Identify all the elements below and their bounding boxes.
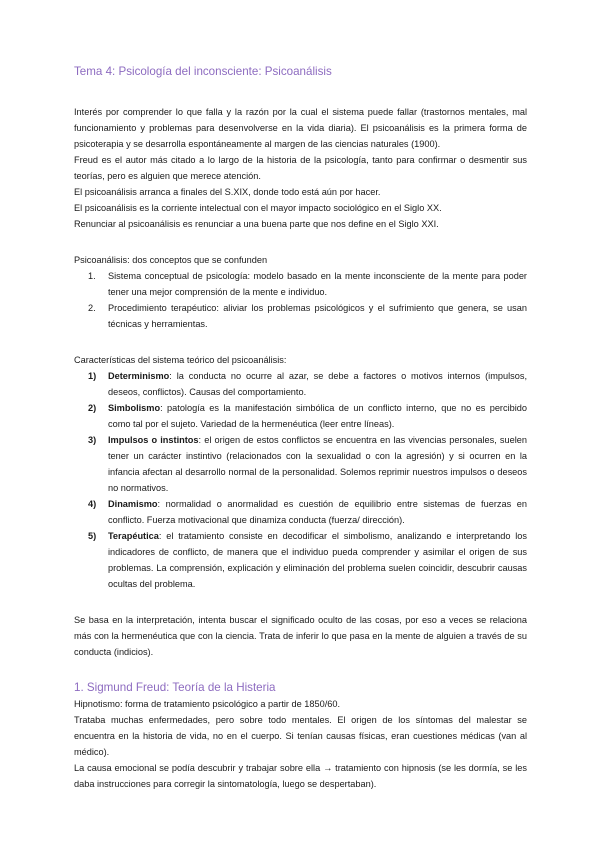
list-item bbox=[74, 496, 527, 528]
feature-term: Determinismo bbox=[108, 371, 170, 381]
section-paragraph-1: Hipnotismo: forma de tratamiento psicológico a partir de 1850/60. bbox=[74, 699, 341, 709]
section-paragraph-3: La causa emocional se podía descubrir y trabajar sobre ella → tratamiento con hipnosis (se les dormía, se les daba instrucciones para corregir la sintomatología, luego se despertaban). bbox=[74, 763, 527, 789]
section-paragraph-2: Trataba muchas enfermedades, pero sobre todo mentales. El origen de los síntomas del malestar se encuentra en la historia de vida, no en el cuerpo. Si tenían causas físicas, eran cuestiones médicas (van al médico). bbox=[74, 715, 527, 757]
list-number: 5) bbox=[88, 531, 97, 541]
list-number: 1. bbox=[88, 271, 96, 281]
document-page bbox=[74, 64, 527, 792]
list-item bbox=[74, 268, 527, 300]
feature-text: : patología es la manifestación simbólica de un conflicto interno, que no es percibido como tal por el sujeto. Variedad de la hermenéutica (leer entre líneas). bbox=[108, 403, 527, 429]
section-title: 1. Sigmund Freud: Teoría de la Histeria bbox=[74, 681, 276, 694]
feature-text: : la conducta no ocurre al azar, se debe a factores o motivos internos (impulsos, deseos, conflictos). Causas del comportamiento. bbox=[108, 371, 527, 397]
list-text: Sistema conceptual de psicología: modelo basado en la mente inconsciente de la mente para poder tener una mejor comprensión de la mente e individuo. bbox=[108, 271, 527, 297]
feature-text: : el origen de estos conflictos se encuentra en las vivencias personales, suelen tener un carácter instintivo (relacionados con la sexualidad o con la agresión) y si ocurren en la infancia afectan al desarrollo normal de la personalidad. Solemos reprimir nuestros impulsos o deseos no normativos. bbox=[108, 435, 527, 493]
features-heading: Características del sistema teórico del psicoanálisis: bbox=[74, 355, 287, 365]
page-title: Tema 4: Psicología del inconsciente: Psicoanálisis bbox=[74, 65, 332, 78]
list-number: 2) bbox=[88, 403, 97, 413]
intro-paragraph-2: Freud es el autor más citado a lo largo de la historia de la psicología, tanto para confirmar o desmentir sus teorías, pero es alguien que merece atención. bbox=[74, 155, 527, 181]
features-list bbox=[74, 368, 527, 592]
feature-term: Impulsos o instintos bbox=[108, 435, 199, 445]
list-number: 1) bbox=[88, 371, 97, 381]
list-text: Procedimiento terapéutico: aliviar los problemas psicológicos y el sufrimiento que genera, se usan técnicas y herramientas. bbox=[108, 303, 527, 329]
feature-text: : el tratamiento consiste en decodificar el simbolismo, analizando e interpretando los indicadores de conflicto, de manera que el individuo pueda comprender y asimilar el origen de sus problemas. La comprensión, explicación y eliminación del problema suelen coincidir, descubrir causas ocultas del problema. bbox=[108, 531, 527, 589]
interpretation-paragraph: Se basa en la interpretación, intenta buscar el significado oculto de las cosas, por eso a veces se relaciona más con la hermenéutica que con la ciencia. Trata de inferir lo que pasa en la mente de alguien a través de su conducta (indicios). bbox=[74, 615, 527, 657]
feature-term: Terapéutica bbox=[108, 531, 159, 541]
list-item bbox=[74, 368, 527, 400]
intro-paragraph-4: El psicoanálisis es la corriente intelectual con el mayor impacto sociológico en el Siglo XX. bbox=[74, 203, 442, 213]
list-number: 2. bbox=[88, 303, 96, 313]
list-item bbox=[74, 528, 527, 592]
list-item bbox=[74, 300, 527, 332]
feature-term: Simbolismo bbox=[108, 403, 161, 413]
feature-term: Dinamismo bbox=[108, 499, 158, 509]
list-number: 4) bbox=[88, 499, 97, 509]
concepts-heading: Psicoanálisis: dos conceptos que se confunden bbox=[74, 255, 268, 265]
list-item bbox=[74, 432, 527, 496]
intro-paragraph-5: Renunciar al psicoanálisis es renunciar a una buena parte que nos define en el Siglo XXI. bbox=[74, 219, 439, 229]
concepts-list bbox=[74, 268, 527, 332]
intro-paragraph-1: Interés por comprender lo que falla y la razón por la cual el sistema puede fallar (trastornos mentales, mal funcionamiento y problemas para desenvolverse en la vida diaria). El psicoanálisis es la primera forma de psicoterapia y se desarrolla espontáneamente al margen de las ciencias naturales (1900). bbox=[74, 107, 527, 149]
list-item bbox=[74, 400, 527, 432]
list-number: 3) bbox=[88, 435, 97, 445]
feature-text: : normalidad o anormalidad es cuestión de equilibrio entre sistemas de fuerzas en conflicto. Fuerza motivacional que dinamiza conducta (fuerza/ dirección). bbox=[108, 499, 527, 525]
intro-paragraph-3: El psicoanálisis arranca a finales del S.XIX, donde todo está aún por hacer. bbox=[74, 187, 381, 197]
